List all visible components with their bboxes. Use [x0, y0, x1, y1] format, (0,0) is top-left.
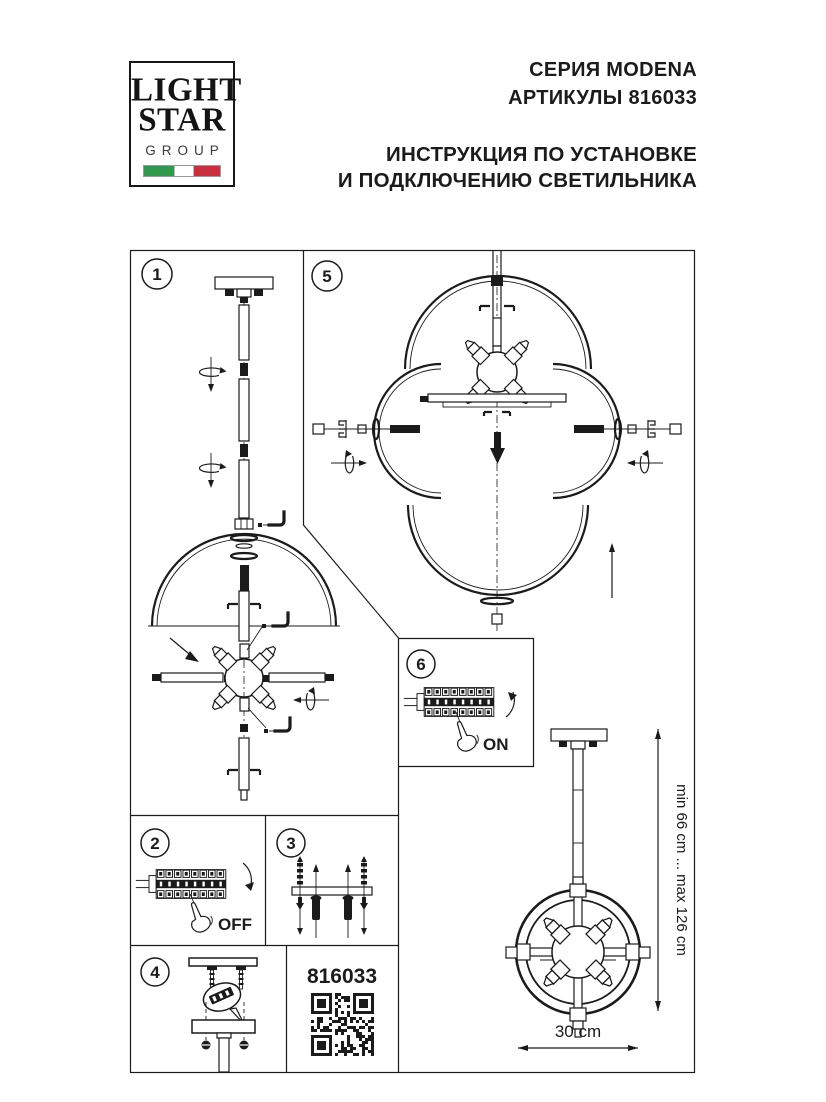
logo-word-group: GROUP [145, 142, 225, 158]
article-qr-block [307, 965, 377, 1056]
pointing-hand-icon [448, 717, 482, 754]
hex-key-icon [264, 718, 290, 733]
height-range-label: min 66 cm ... max 126 cm [673, 784, 690, 956]
circuit-breaker-icon [404, 688, 494, 717]
panel-2-power-off [136, 863, 254, 935]
roll-arrow-icon [627, 450, 663, 473]
roll-arrow-icon [331, 450, 367, 473]
logo-word-light: LIGHT [131, 71, 242, 109]
title-line-1: ИНСТРУКЦИЯ ПО УСТАНОВКЕ [386, 142, 697, 166]
step-6-number: 6 [416, 655, 426, 674]
off-label: OFF [218, 915, 252, 934]
step-5-number: 5 [322, 267, 332, 286]
on-label: ON [483, 735, 509, 754]
rotate-arrow-icon [199, 453, 226, 488]
qr-code [311, 993, 374, 1056]
logo-word-star: STAR [138, 101, 226, 140]
panel-5-sphere-assembly [313, 250, 681, 632]
step-4-number: 4 [150, 963, 160, 982]
step-2-number: 2 [150, 834, 160, 853]
hex-key-icon [258, 512, 284, 527]
circuit-breaker-icon [136, 870, 226, 899]
title-line-2: И ПОДКЛЮЧЕНИЮ СВЕТИЛЬНИКА [337, 169, 697, 193]
articles-line: АРТИКУЛЫ 816033 [508, 87, 697, 110]
assembled-lamp-dimensions [506, 729, 690, 1051]
article-number: 816033 [306, 965, 378, 988]
panel-6-power-on [404, 688, 517, 755]
panel-3-mounting-bracket [292, 856, 372, 938]
series-line: СЕРИЯ MODENA [529, 59, 697, 81]
panel-4-canopy-wiring [189, 958, 257, 1072]
pointing-hand-icon [182, 898, 216, 935]
step-3-number: 3 [286, 834, 296, 853]
roll-arrow-icon [293, 687, 329, 710]
diameter-label: 30 cm [554, 1022, 602, 1041]
hex-key-icon [262, 613, 288, 628]
panel-1-rod-assembly [148, 277, 340, 800]
rotate-arrow-icon [199, 357, 226, 392]
step-1-number: 1 [152, 265, 162, 284]
